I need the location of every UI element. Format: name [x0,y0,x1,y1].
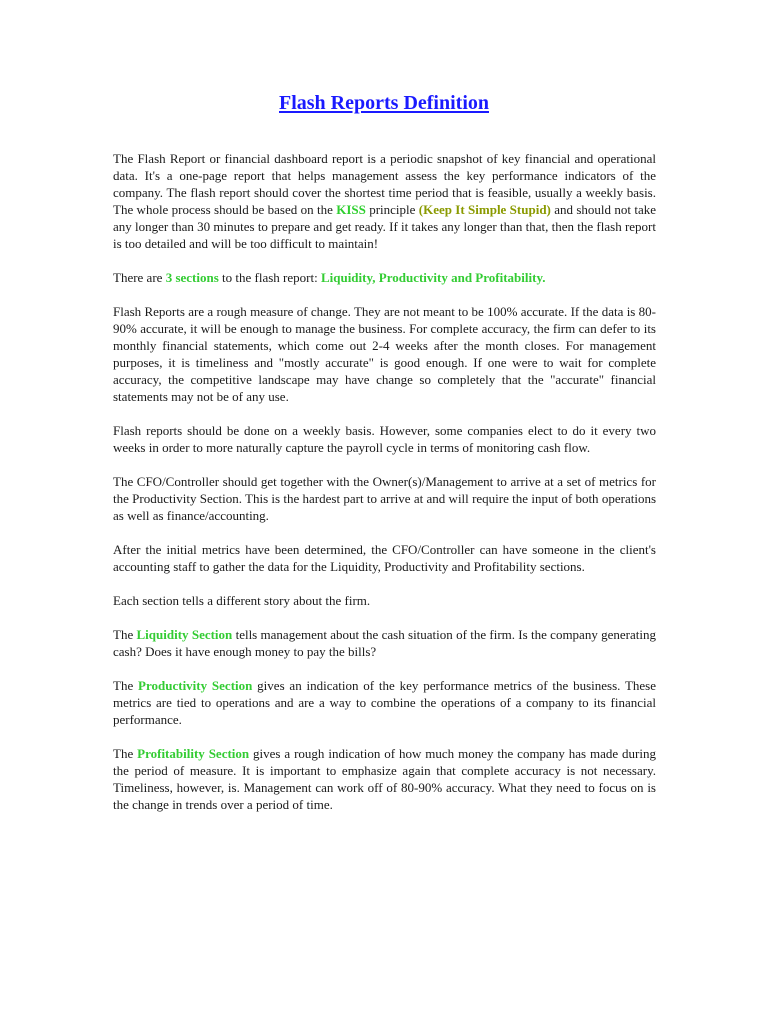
sections-list-highlight: Liquidity, Productivity and Profitability. [320,270,546,285]
liquidity-text: The [113,627,137,642]
productivity-text-2: gives an indication of the key performance metrics of the business. These metrics are tied to operations and are a way to combine the operations of a company to its financial performance. [113,678,657,727]
sections-text-2: to the flash report: [218,270,321,285]
paragraph-initial-metrics: After the initial metrics have been determined, the CFO/Controller can have someone in the client's accounting staff to gather the data for the Liquidity, Productivity and Profitability sections. [113,542,656,574]
profitability-text-2: gives a rough indication of how much money the company has made during the period of measure. It is important to emphasize again that complete accuracy is not necessary. Timeliness, however, is. Management can work off of 80-90% accuracy. What they need to focus on is the change in trends over a period of time. [113,746,656,812]
paragraph-intro [113,150,656,252]
profitability-section-highlight: Profitability Section [137,746,250,761]
liquidity-section-highlight: Liquidity Section [136,627,233,642]
intro-text-3: and should not take any longer than 30 minutes to prepare and get ready. If it takes any longer than that, then the flash report is too detailed and will be too difficult to maintain! [113,202,656,251]
sections-text: There are [113,270,166,285]
keep-it-simple-highlight: (Keep It Simple Stupid) [418,202,551,217]
productivity-section-highlight: Productivity Section [138,678,253,693]
intro-text: The Flash Report or financial dashboard report is a periodic snapshot of key financial and operational data. It's a one-page report that helps management assess the key performance indicators of the company. The flash report should cover the shortest time period that is feasible, usually a weekly basis. The whole process should be based on the [113,151,656,217]
paragraph-sections [113,269,656,286]
paragraph-measure: Flash Reports are a rough measure of change. They are not meant to be 100% accurate. If the data is 80-90% accurate, it will be enough to manage the business. For complete accuracy, the firm can defer to its monthly financial statements, which come out 2-4 weeks after the month closes. For management purposes, it is timeliness and "mostly accurate" is good enough. If one were to wait for complete accuracy, the competitive landscape may have change so completely that the "accurate" financial statements may not be of any use. [113,304,656,404]
paragraph-weekly: Flash reports should be done on a weekly basis. However, some companies elect to do it every two weeks in order to more naturally capture the payroll cycle in terms of monitoring cash flow. [113,423,656,455]
page-title: Flash Reports Definition [279,92,489,114]
paragraph-each-section: Each section tells a different story about the firm. [113,593,371,608]
sections-count-highlight: 3 sections [165,270,219,285]
liquidity-text-2: tells management about the cash situation of the firm. Is the company generating cash? Does it have enough money to pay the bills? [113,627,656,659]
kiss-highlight: KISS [336,202,366,217]
intro-text-2: principle [365,202,419,217]
paragraph-productivity [113,677,656,728]
profitability-text: The [113,746,138,761]
paragraph-liquidity [113,626,656,660]
paragraph-profitability [113,745,656,813]
document-body [113,150,656,830]
paragraph-cfo-metrics: The CFO/Controller should get together with the Owner(s)/Management to arrive at a set of metrics for the Productivity Section. This is the hardest part to arrive at and will require the input of both operations as well as finance/accounting. [113,474,656,523]
productivity-text: The [113,678,139,693]
